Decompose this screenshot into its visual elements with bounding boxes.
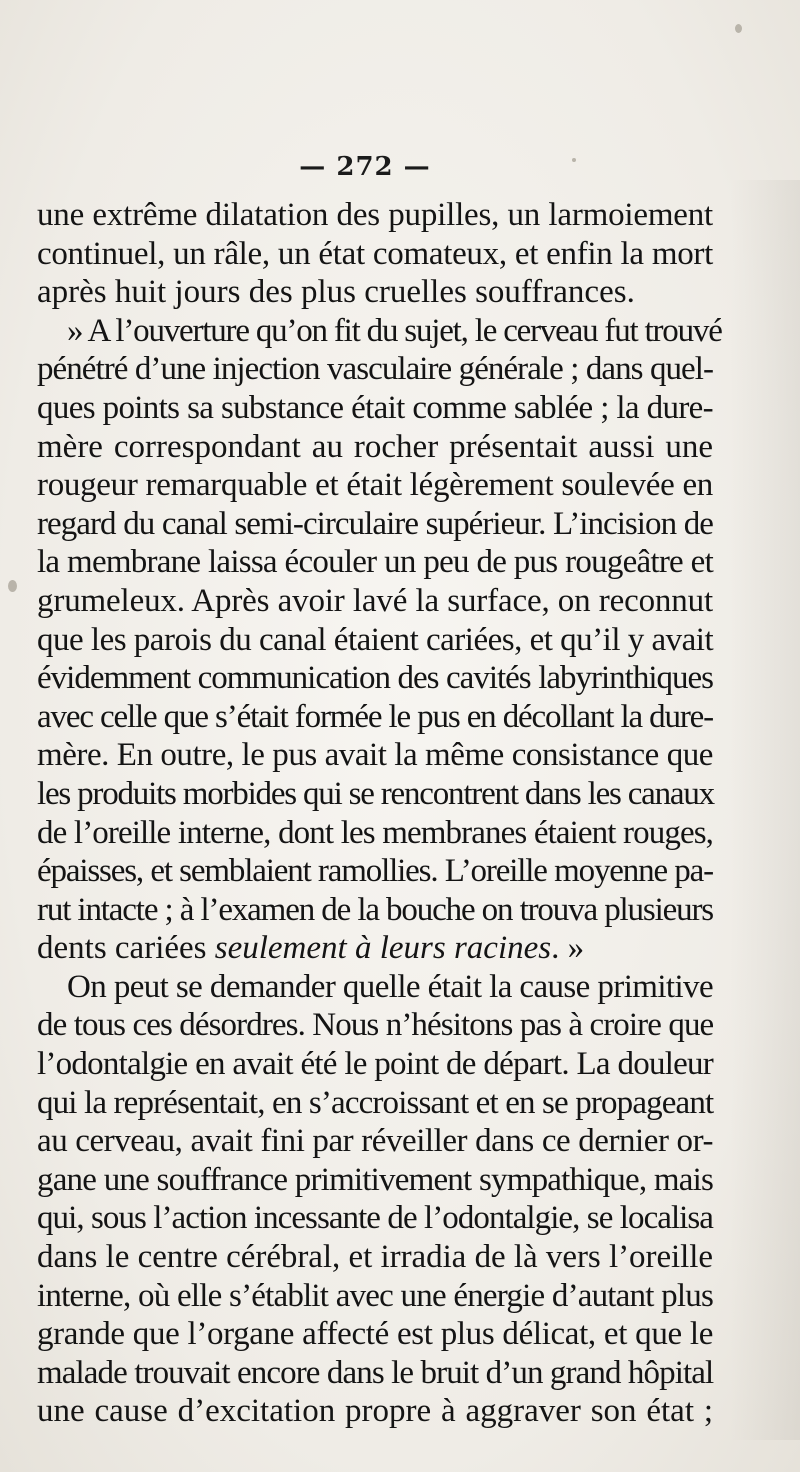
text-line: gane une souffrance primitivement sympathique, mais — [37, 1161, 713, 1198]
text-line: grumeleux. Après avoir lavé la surface, on reconnut — [37, 582, 713, 619]
text-line: qui, sous l’action incessante de l’odontalgie, se localisa — [37, 1200, 713, 1237]
text-line: rut intacte ; à l’examen de la bouche on trouva plusieurs — [37, 891, 713, 928]
text-line: qui la représentait, en s’accroissant et en se propageant — [37, 1084, 714, 1121]
body-text — [37, 196, 722, 1431]
text-line: évidemment communication des cavités labyrinthiques — [37, 660, 713, 697]
text-line — [37, 929, 713, 968]
text-line: que les parois du canal étaient cariées, et qu’il y avait — [37, 621, 714, 658]
text-run: . » — [551, 930, 585, 967]
italic-text: seulement à leurs racines — [214, 930, 552, 967]
paper-speck — [8, 580, 17, 592]
text-line: au cerveau, avait fini par réveiller dans ce dernier or- — [37, 1123, 713, 1160]
text-line: rougeur remarquable et était légèrement soulevée en — [37, 467, 713, 504]
text-line: regard du canal semi-circulaire supérieur. L’incision de — [37, 505, 713, 542]
text-line: une extrême dilatation des pupilles, un larmoiement — [37, 197, 713, 233]
text-line: » A l’ouverture qu’on fit du sujet, le cerveau fut trouvé — [67, 312, 722, 349]
text-line: épaisses, et semblaient ramollies. L’oreille moyenne pa- — [37, 853, 713, 890]
text-line: de l’oreille interne, dont les membranes étaient rouges, — [37, 814, 713, 851]
text-line: mère correspondant au rocher présentait aussi une — [37, 428, 713, 465]
text-line: une cause d’excitation propre à aggraver son état ; — [37, 1393, 713, 1430]
text-line: continuel, un râle, un état comateux, et enfin la mort — [37, 235, 713, 272]
page-number: — 272 — — [299, 152, 431, 182]
text-line: de tous ces désordres. Nous n’hésitons pas à croire que — [37, 1007, 714, 1044]
text-line: grande que l’organe affecté est plus délicat, et que le — [37, 1316, 713, 1353]
text-line: dans le centre cérébral, et irradia de là vers l’oreille — [37, 1239, 713, 1276]
text-line: l’odontalgie en avait été le point de départ. La douleur — [37, 1046, 713, 1083]
text-line: la membrane laissa écouler un peu de pus rougeâtre et — [37, 544, 713, 581]
text-line: malade trouvait encore dans le bruit d’un grand hôpital — [37, 1354, 714, 1391]
text-line: mère. En outre, le pus avait la même consistance que — [37, 737, 713, 774]
text-run: dents cariées — [37, 930, 215, 967]
text-line: avec celle que s’était formée le pus en décollant la dure- — [37, 698, 713, 735]
text-line: interne, où elle s’établit avec une énergie d’autant plus — [37, 1277, 713, 1314]
text-line: pénétré d’une injection vasculaire générale ; dans quel- — [37, 351, 713, 388]
paper-speck — [735, 24, 742, 33]
text-line: après huit jours des plus cruelles souffrances. — [37, 274, 635, 311]
text-line: les produits morbides qui se rencontrent dans les canaux — [37, 775, 714, 812]
show-through-shading — [730, 180, 800, 1440]
text-line: ques points sa substance était comme sablée ; la dure- — [37, 389, 713, 426]
text-line: On peut se demander quelle était la cause primitive — [67, 968, 713, 1005]
